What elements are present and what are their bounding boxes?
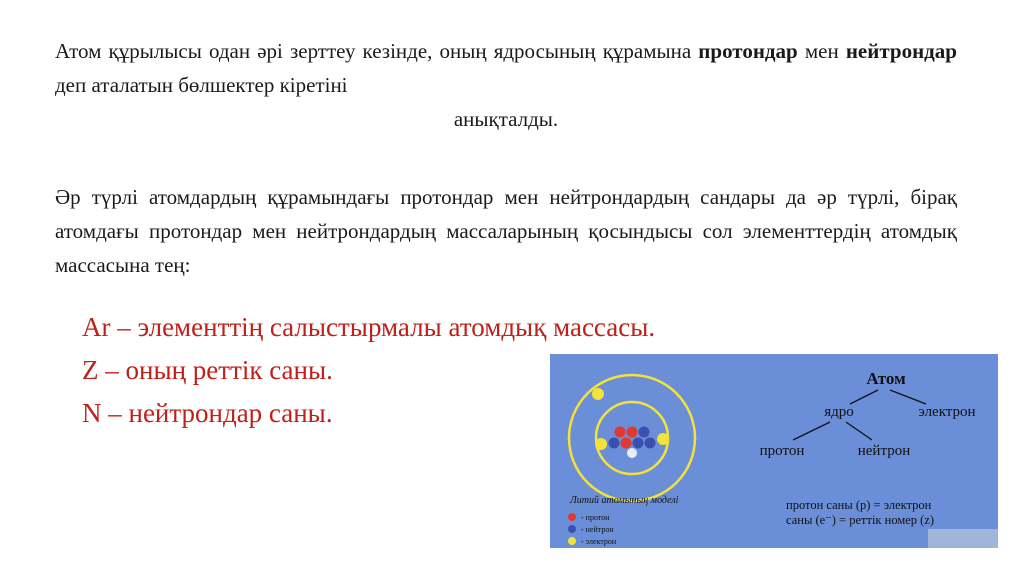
neutron-dot — [609, 438, 620, 449]
legend-neutron-label: - нейтрон — [581, 525, 614, 534]
neutron-dot — [633, 438, 644, 449]
mass-paragraph: Әр түрлі атомдардың құрамындағы протондар мен нейтрондардың сандары да әр түрлі, бірақ атомдағы протондар мен нейтрондардың массаларының қосындысы сол элементтердің атомдық массасына тең: — [55, 185, 957, 277]
definition-z: Z – оның реттік саны. — [82, 355, 333, 385]
intro-line-3: анықталды. — [453, 107, 559, 131]
proton-dot — [621, 438, 632, 449]
intro-line-1: Атом құрылысы одан әрі зерттеу кезінде, оның ядросының құрамына — [55, 39, 692, 63]
legend-electron-swatch — [568, 537, 576, 545]
neutron-dot — [639, 427, 650, 438]
tree-node-proton: протон — [759, 443, 805, 459]
legend-neutron-swatch — [568, 525, 576, 533]
figure-corner-tab — [928, 529, 998, 548]
electron-dot — [592, 388, 604, 400]
legend-proton-label: - протон — [581, 513, 610, 522]
definition-n: N – нейтрондар саны. — [82, 398, 333, 428]
figure-canvas — [550, 354, 998, 548]
lithium-atom-model — [569, 375, 695, 501]
atom-structure-figure — [550, 354, 998, 548]
neutron-dot — [645, 438, 656, 449]
intro-paragraph — [55, 34, 957, 136]
electron-dot — [595, 438, 607, 450]
proton-dot — [615, 427, 626, 438]
tree-node-nucleus: ядро — [824, 404, 854, 420]
intro-line-2-rest: деп аталатын бөлшектер кіретіні — [55, 73, 348, 97]
definition-ar: Ar – элементтің салыстырмалы атомдық массасы. — [82, 312, 656, 342]
proton-dot — [627, 427, 638, 438]
tree-edge — [850, 390, 878, 404]
formula-line-1: протон саны (p) = электрон — [786, 498, 932, 512]
tree-edge — [890, 390, 926, 404]
outer-orbit — [569, 375, 695, 501]
tree-edge — [793, 422, 830, 440]
formula-line-2: саны (e⁻) = реттік номер (z) — [786, 513, 935, 527]
tree-node-electron: электрон — [918, 404, 976, 420]
legend-electron-label: - электрон — [581, 537, 617, 546]
nucleus-highlight — [627, 448, 637, 458]
legend-proton-swatch — [568, 513, 576, 521]
tree-title-atom: Атом — [866, 369, 906, 388]
tree-node-neutron: нейтрон — [857, 443, 911, 459]
tree-edge — [846, 422, 872, 440]
intro-connector: мен — [797, 39, 846, 63]
electron-dot — [657, 433, 669, 445]
term-neutrons: нейтрондар — [845, 39, 957, 63]
model-caption: Литий атомының моделі — [570, 495, 679, 506]
term-protons: протондар — [698, 39, 798, 63]
